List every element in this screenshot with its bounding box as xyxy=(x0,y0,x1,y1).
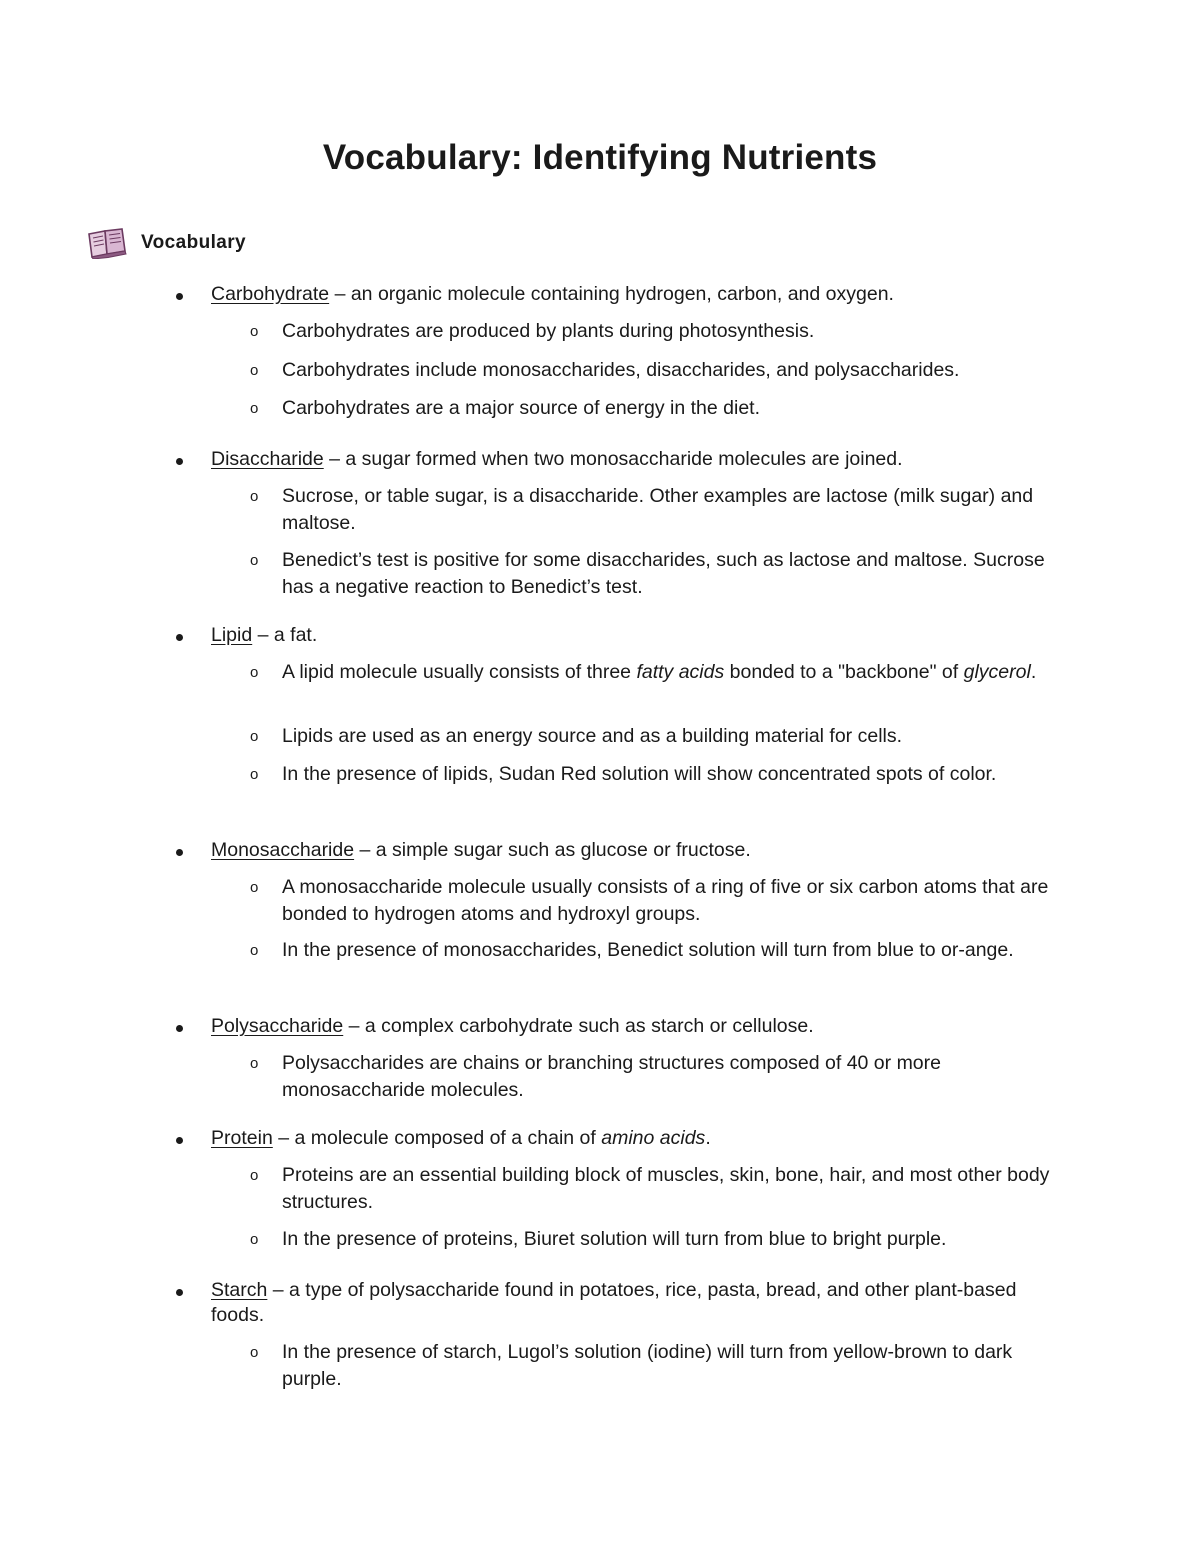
emphasis-fatty-acids: fatty acids xyxy=(636,661,725,683)
term-word: Monosaccharide xyxy=(211,839,355,861)
bullet-icon xyxy=(176,634,183,641)
sub-bullet-icon: o xyxy=(250,942,259,959)
definition-text: . xyxy=(705,1127,711,1149)
bullet-icon xyxy=(176,458,183,465)
bullet-icon xyxy=(176,1137,183,1144)
sub-bullet-icon: o xyxy=(250,488,259,505)
sub-text: In the presence of proteins, Biuret solution will turn from blue to bright purple. xyxy=(282,1228,947,1250)
sub-bullet-icon: o xyxy=(250,664,259,681)
term-word: Carbohydrate xyxy=(211,283,330,305)
sub-text-part: . xyxy=(1030,661,1037,683)
definition-text: – a molecule composed of a chain of xyxy=(272,1127,602,1149)
term-definition xyxy=(211,838,1071,863)
sub-text: Carbohydrates include monosaccharides, disaccharides, and polysaccharides. xyxy=(282,359,960,381)
definition-text: – a fat. xyxy=(252,624,318,646)
sub-bullet-icon: o xyxy=(250,766,259,783)
sub-bullet-icon: o xyxy=(250,1167,259,1184)
sub-bullet-icon: o xyxy=(250,1055,259,1072)
definition-text: – a sugar formed when two monosaccharide molecules are joined. xyxy=(323,448,903,470)
term-word: Disaccharide xyxy=(211,448,324,470)
emphasis-glycerol: glycerol xyxy=(963,661,1031,683)
bullet-icon xyxy=(176,1025,183,1032)
sub-text: Carbohydrates are a major source of energy in the diet. xyxy=(282,397,761,419)
sub-bullet-icon: o xyxy=(250,879,259,896)
term-word: Lipid xyxy=(211,624,253,646)
sub-text: In the presence of starch, Lugol’s solution (iodine) will turn from yellow-brown to dark purple. xyxy=(282,1341,1013,1390)
term-definition xyxy=(211,623,1071,648)
sub-bullet-icon: o xyxy=(250,1231,259,1248)
book-icon xyxy=(86,227,128,259)
sub-text: A monosaccharide molecule usually consists of a ring of five or six carbon atoms that are bonded to hydrogen atoms and hydroxyl groups. xyxy=(282,876,1049,925)
sub-text: In the presence of monosaccharides, Benedict solution will turn from blue to or-ange. xyxy=(282,939,1014,961)
sub-text: Benedict’s test is positive for some disaccharides, such as lactose and maltose. Sucrose has a negative reaction to Benedict’s test. xyxy=(282,549,1045,598)
sub-bullet-icon: o xyxy=(250,728,259,745)
sub-bullet-icon: o xyxy=(250,552,259,569)
bullet-icon xyxy=(176,1289,183,1296)
sub-text-part: A lipid molecule usually consists of three xyxy=(282,661,637,683)
sub-text: Polysaccharides are chains or branching structures composed of 40 or more monosaccharide molecules. xyxy=(282,1052,941,1101)
sub-bullet-icon: o xyxy=(250,323,259,340)
sub-text: Sucrose, or table sugar, is a disaccharide. Other examples are lactose (milk sugar) and maltose. xyxy=(282,485,1034,534)
bullet-icon xyxy=(176,293,183,300)
emphasis-amino-acids: amino acids xyxy=(601,1127,706,1149)
sub-bullet-icon: o xyxy=(250,362,259,379)
definition-text: – a complex carbohydrate such as starch or cellulose. xyxy=(343,1015,814,1037)
sub-text: Proteins are an essential building block of muscles, skin, bone, hair, and most other body structures. xyxy=(282,1164,1050,1213)
term-word: Starch xyxy=(211,1279,268,1301)
definition-text: – a type of polysaccharide found in potatoes, rice, pasta, bread, and other plant-based foods. xyxy=(211,1279,1017,1326)
sub-text xyxy=(282,659,1072,686)
sub-text: Lipids are used as an energy source and as a building material for cells. xyxy=(282,725,903,747)
term-definition xyxy=(211,447,1071,472)
bullet-icon xyxy=(176,849,183,856)
term-definition xyxy=(211,1014,1071,1039)
page-title: Vocabulary: Identifying Nutrients xyxy=(322,138,878,177)
definition-text: – an organic molecule containing hydrogen, carbon, and oxygen. xyxy=(329,283,894,305)
sub-bullet-icon: o xyxy=(250,400,259,417)
sub-text: Carbohydrates are produced by plants during photosynthesis. xyxy=(282,320,815,342)
sub-bullet-icon: o xyxy=(250,1344,259,1361)
term-word: Polysaccharide xyxy=(211,1015,344,1037)
sub-text-part: bonded to a "backbone" of xyxy=(724,661,964,683)
definition-text: – a simple sugar such as glucose or fructose. xyxy=(354,839,751,861)
term-definition xyxy=(211,1278,1071,1328)
term-definition xyxy=(211,282,1071,307)
term-definition xyxy=(211,1126,1071,1151)
section-label: Vocabulary xyxy=(141,232,247,253)
sub-text: In the presence of lipids, Sudan Red solution will show concentrated spots of color. xyxy=(282,763,997,785)
section-header xyxy=(86,226,246,260)
term-word: Protein xyxy=(211,1127,273,1149)
